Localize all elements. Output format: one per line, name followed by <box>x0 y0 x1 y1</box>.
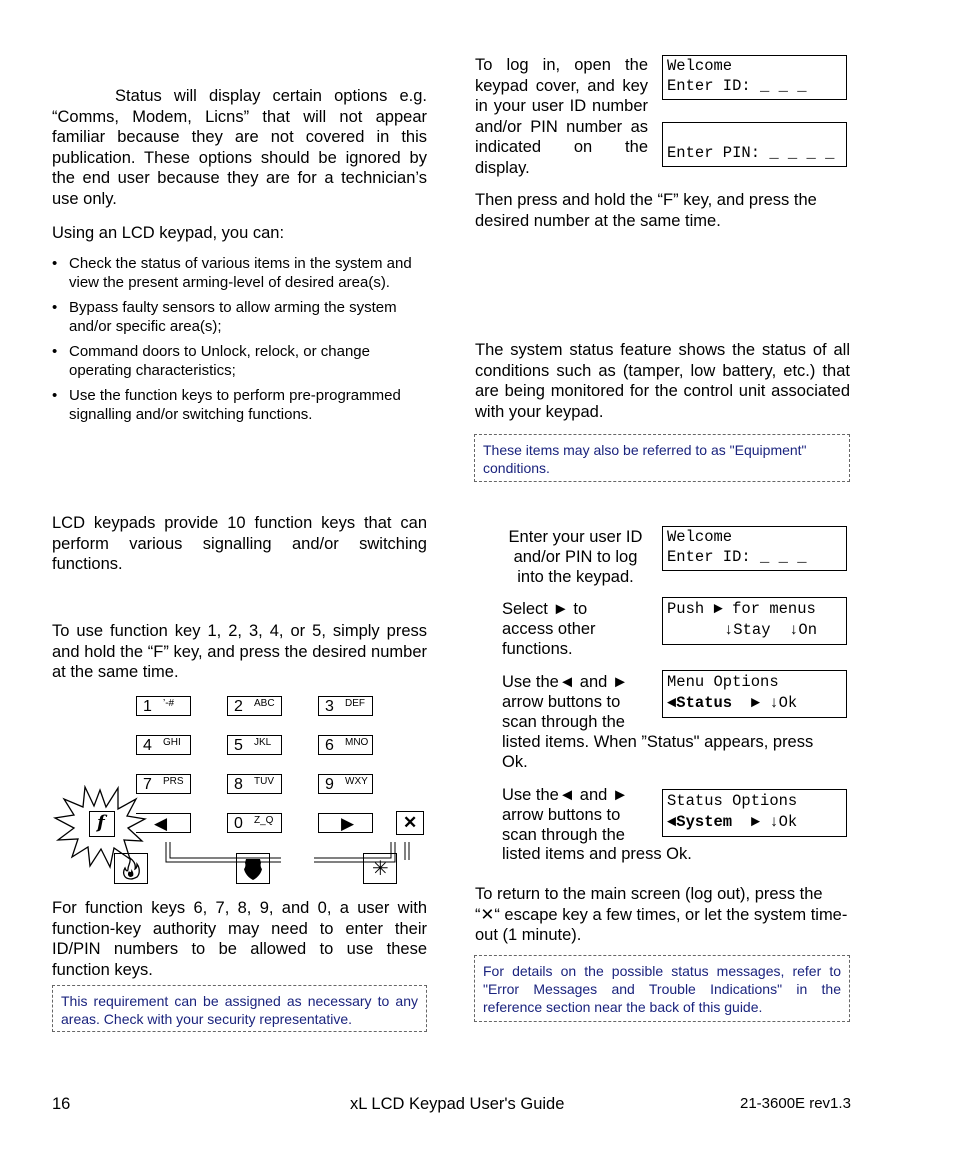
step-3-text: Use the◄ and ► arrow buttons to scan through the <box>502 673 629 731</box>
footer-title: xL LCD Keypad User's Guide <box>350 1095 565 1113</box>
then-paragraph: Then press and hold the “F” key, and press the desired number at the same time. <box>475 191 817 230</box>
lcd-line-1: Welcome <box>667 528 733 546</box>
key-4: 4 GHI <box>136 735 191 755</box>
key-9: 9 WXY <box>318 774 373 794</box>
lcd-welcome-display <box>662 55 847 100</box>
return-line-2: “✕“ escape key a few times, or let the system time-out (1 minute). <box>475 905 848 945</box>
police-key <box>236 853 270 884</box>
key-0: 0 Z_Q <box>227 813 282 833</box>
lcd-pin-display <box>662 122 847 167</box>
step-4-text-cont: listed items and press Ok. <box>502 845 692 863</box>
key-1: 1 ’-# <box>136 696 191 716</box>
return-line-1: To return to the main screen (log out), press the <box>475 885 823 903</box>
lcd-line-1: Push ► for menus <box>667 600 816 618</box>
key-2: 2 ABC <box>227 696 282 716</box>
fire-key <box>114 853 148 884</box>
lcd-step-1 <box>662 526 847 571</box>
key-5: 5 JKL <box>227 735 282 755</box>
escape-key <box>396 811 424 835</box>
key-3: 3 DEF <box>318 696 373 716</box>
list-item: • Command doors to Unlock, relock, or change operating characteristics; <box>52 342 430 380</box>
f-key-label: f <box>97 812 105 833</box>
right-arrow-key <box>318 813 373 833</box>
fire-icon <box>115 854 147 883</box>
lcd-line-2: ↓Stay ↓On <box>724 621 818 639</box>
lcd-line-2: Enter ID: _ _ _ <box>667 76 807 95</box>
lcd-line-1: Status Options <box>667 792 798 810</box>
step-2-text: Select ► to access other functions. <box>502 600 596 658</box>
function-keys-paragraph: LCD keypads provide 10 function keys that can perform various signalling and/or switching functions. <box>52 514 427 574</box>
return-paragraph <box>475 884 850 946</box>
system-status-paragraph: The system status feature shows the status of all conditions such as (tamper, low battery, etc.) that are being monitored for the control unit associated with your keypad. <box>475 341 850 421</box>
page-number: 16 <box>52 1095 71 1113</box>
asterisk-key <box>363 853 397 884</box>
right-arrow-icon: ▶ <box>341 814 355 833</box>
list-item: • Check the status of various items in the system and view the present arming-level of desired area(s). <box>52 254 430 292</box>
lcd-step-4 <box>662 789 847 837</box>
login-paragraph: To log in, open the keypad cover, and key in your user ID number and/or PIN number as indicated on the display. <box>475 56 648 177</box>
lcd-line-2: Enter ID: _ _ _ <box>667 547 807 566</box>
status-messages-note: For details on the possible status messages, refer to "Error Messages and Trouble Indications" in the reference section near the back of this guide. <box>474 955 850 1022</box>
lcd-line-1: Menu Options <box>667 673 779 691</box>
key-6: 6 MNO <box>318 735 373 755</box>
list-item: • Use the function keys to perform pre-programmed signalling and/or switching functions. <box>52 386 430 424</box>
left-arrow-icon: ◀ <box>154 814 168 833</box>
close-icon: ✕ <box>403 813 418 832</box>
step-1-text: Enter your user ID and/or PIN to log into the keypad. <box>508 528 643 586</box>
police-badge-icon <box>237 854 269 883</box>
lcd-step-2 <box>662 597 847 645</box>
keypad-illustration <box>52 690 432 890</box>
function-6-paragraph: For function keys 6, 7, 8, 9, and 0, a user with function-key authority may need to enter their ID/PIN numbers to be allowed to use these function keys. <box>52 899 427 979</box>
f-key <box>89 811 115 837</box>
equipment-note: These items may also be referred to as "Equipment" conditions. <box>474 434 850 482</box>
lcd-step-3 <box>662 670 847 718</box>
lcd-ok: ↓Ok <box>769 694 798 712</box>
lcd-ok: ↓Ok <box>769 813 798 831</box>
status-paragraph: Status will display certain options e.g. “Comms, Modem, Licns” that will not appear familiar because they are not covered in this publication. These options should be ignored by the end user because they are for a technician’s use only. <box>52 87 427 208</box>
asterisk-icon: ✳ <box>372 856 389 880</box>
lcd-status-item: ◄Status ► <box>667 694 761 712</box>
using-intro: Using an LCD keypad, you can: <box>52 224 285 242</box>
capabilities-list <box>52 254 430 430</box>
key-8: 8 TUV <box>227 774 282 794</box>
function-use-paragraph: To use function key 1, 2, 3, 4, or 5, simply press and hold the “F” key, and press the desired number at the same time. <box>52 622 427 682</box>
lcd-line-1: Welcome <box>667 57 733 75</box>
lcd-system-item: ◄System ► <box>667 813 761 831</box>
doc-number: 21-3600E rev1.3 <box>740 1095 851 1112</box>
requirement-note: This requirement can be assigned as necessary to any areas. Check with your security representative. <box>52 985 427 1032</box>
key-7: 7 PRS <box>136 774 191 794</box>
step-4-text: Use the◄ and ► arrow buttons to scan through the <box>502 786 629 844</box>
list-item: • Bypass faulty sensors to allow arming the system and/or specific area(s); <box>52 298 430 336</box>
lcd-line-2: Enter PIN: _ _ _ _ <box>667 144 835 162</box>
step-3-text-cont: listed items. When ”Status" appears, press Ok. <box>502 733 814 771</box>
